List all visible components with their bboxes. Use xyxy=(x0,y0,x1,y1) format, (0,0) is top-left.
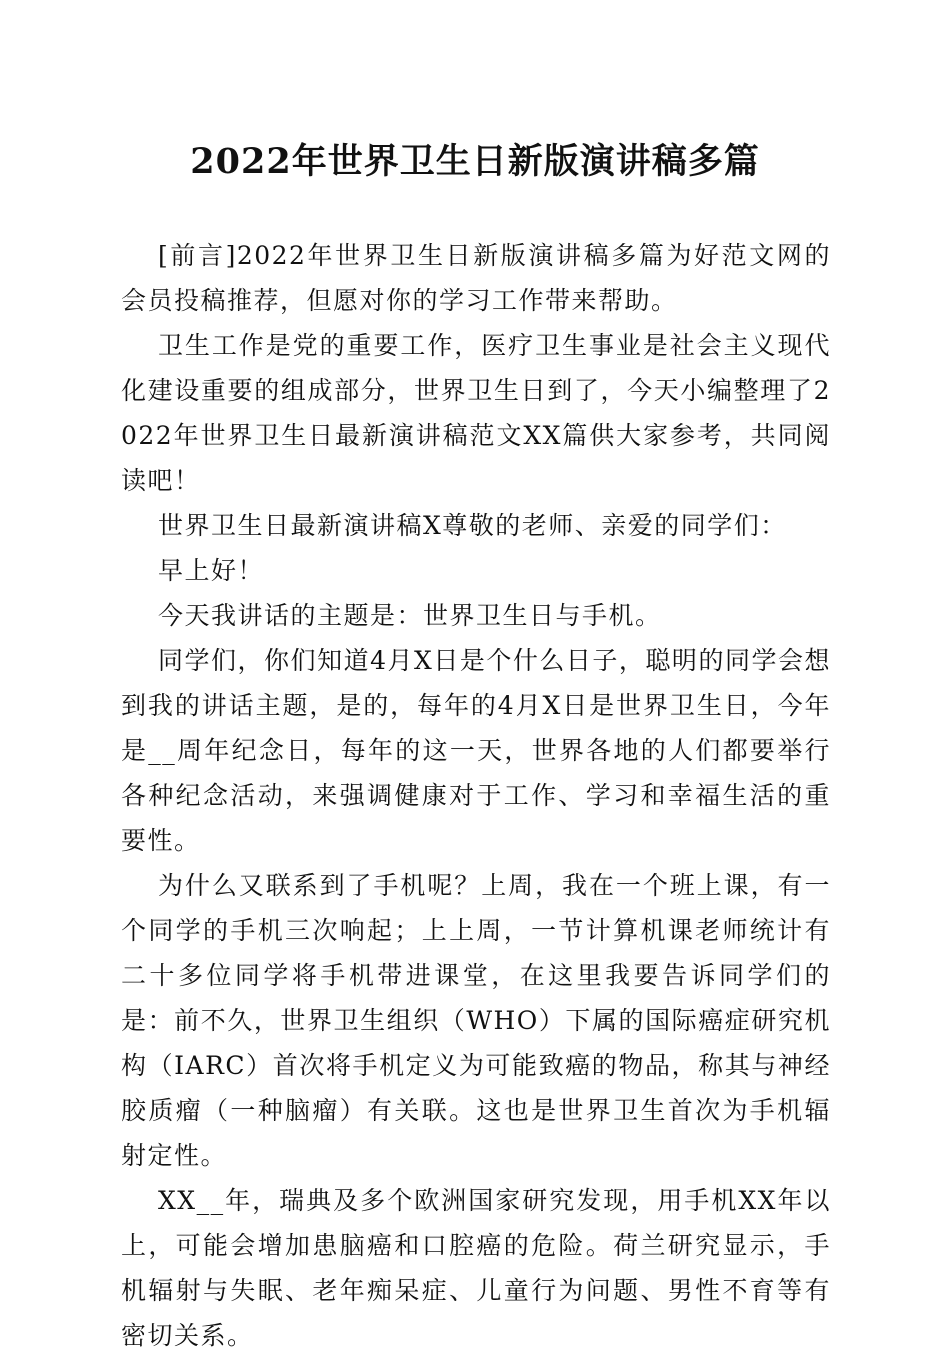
paragraph-phone-who: 为什么又联系到了手机呢？上周，我在一个班上课，有一个同学的手机三次响起；上上周，一节计算机课老师统计有二十多位同学将手机带进课堂，在这里我要告诉同学们的是：前不久，世界卫生组织（WHO）下属的国际癌症研究机构（IARC）首次将手机定义为可能致癌的物品，称其与神经胶质瘤（一种脑瘤）有关联。这也是世界卫生首次为手机辐射定性。 xyxy=(121,871,831,1170)
paragraph-greeting-heading: 世界卫生日最新演讲稿X尊敬的老师、亲爱的同学们： xyxy=(158,511,787,540)
paragraph-good-morning: 早上好！ xyxy=(158,556,265,585)
paragraph-intro: 卫生工作是党的重要工作，医疗卫生事业是社会主义现代化建设重要的组成部分，世界卫生日到了，今天小编整理了2022年世界卫生日最新演讲稿范文XX篇供大家参考，共同阅读吧！ xyxy=(121,331,831,495)
paragraph-research: XX__年，瑞典及多个欧洲国家研究发现，用手机XX年以上，可能会增加患脑癌和口腔癌的危险。荷兰研究显示，手机辐射与失眠、老年痴呆症、儿童行为问题、男性不育等有密切关系。 xyxy=(121,1186,831,1350)
paragraph-preface: [前言]2022年世界卫生日新版演讲稿多篇为好范文网的会员投稿推荐，但愿对你的学习工作带来帮助。 xyxy=(121,241,831,315)
document-body xyxy=(121,233,831,1358)
paragraph-health-day: 同学们，你们知道4月X日是个什么日子，聪明的同学会想到我的讲话主题，是的，每年的4月X日是世界卫生日，今年是__周年纪念日，每年的这一天，世界各地的人们都要举行各种纪念活动，来强调健康对于工作、学习和幸福生活的重要性。 xyxy=(121,646,831,855)
paragraph-topic: 今天我讲话的主题是：世界卫生日与手机。 xyxy=(158,601,662,630)
document-title: 2022年世界卫生日新版演讲稿多篇 xyxy=(190,141,760,182)
